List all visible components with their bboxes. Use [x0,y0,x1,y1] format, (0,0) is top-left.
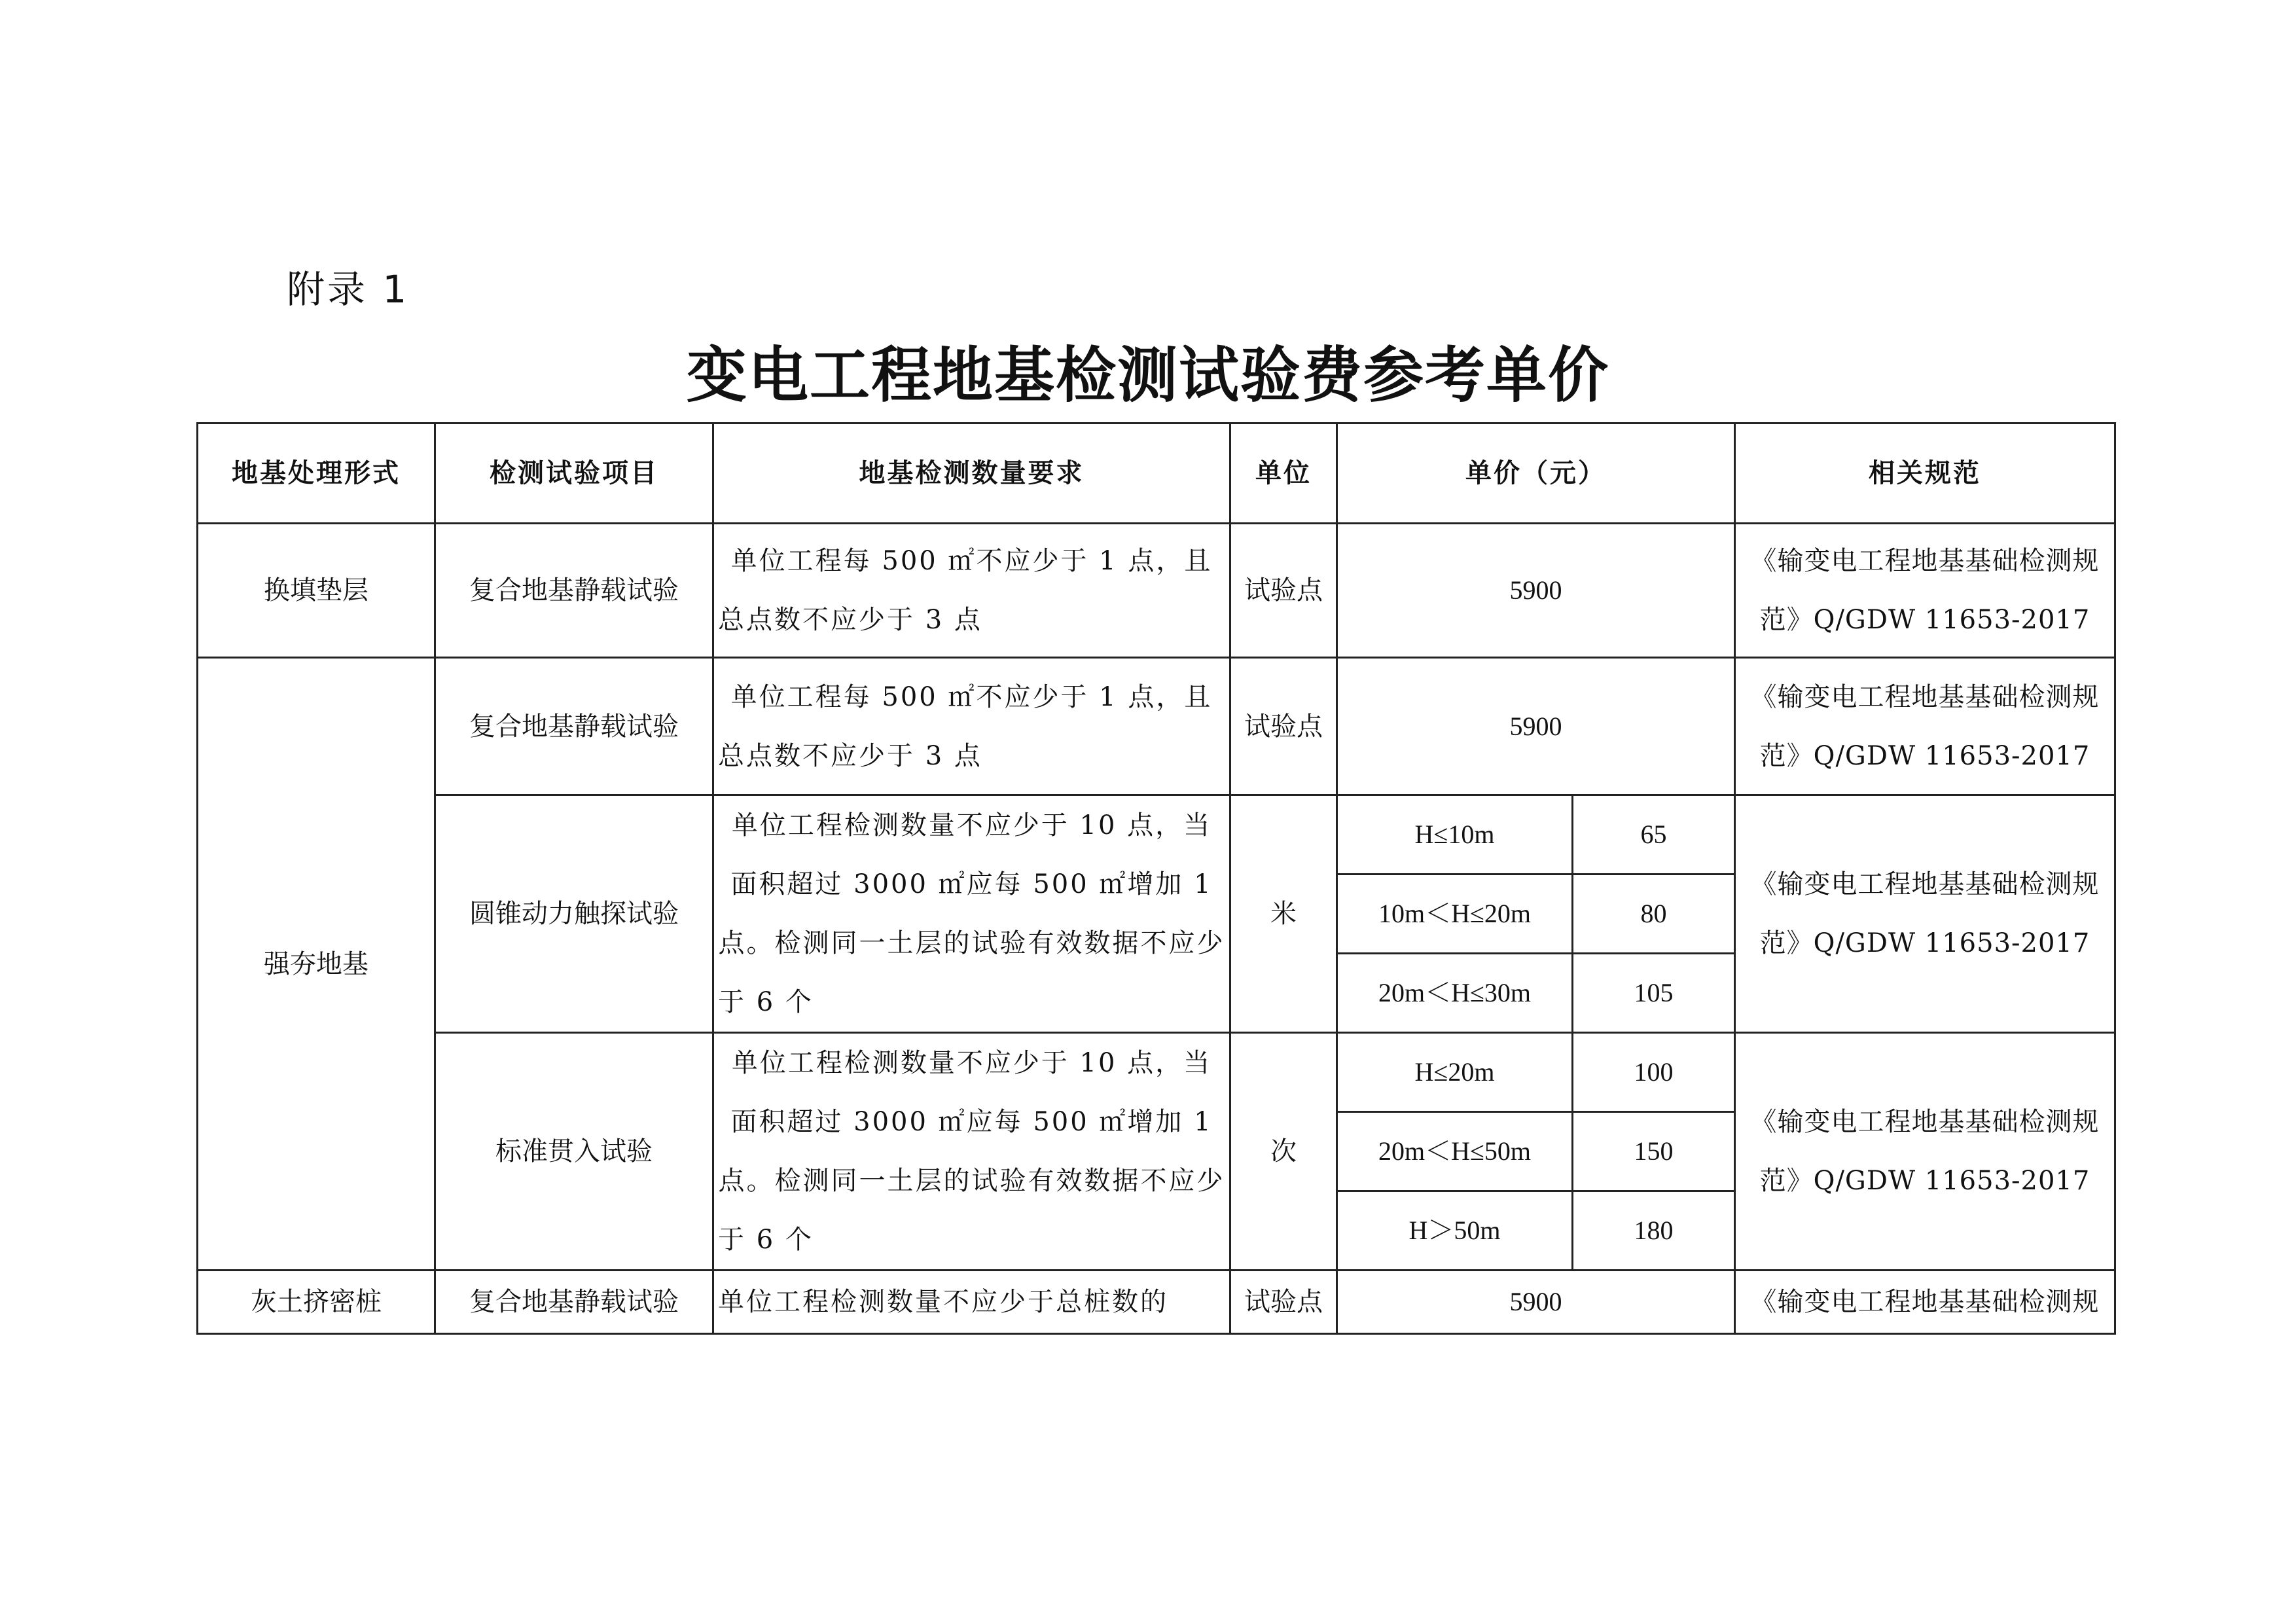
cell-unit: 试验点 [1230,1271,1337,1334]
cell-standard: 《输变电工程地基基础检测规范》Q/GDW 11653-2017 [1735,1033,2115,1271]
cell-depth-range: H＞50m [1337,1191,1573,1271]
table-row [198,1271,2115,1334]
cell-form: 灰土挤密桩 [198,1271,435,1334]
header-price: 单价（元） [1337,424,1735,524]
price-table [196,422,2116,1335]
cell-depth-range: 20m＜H≤30m [1337,954,1573,1033]
cell-item: 复合地基静载试验 [435,524,713,658]
header-form: 地基处理形式 [198,424,435,524]
cell-standard: 《输变电工程地基基础检测规范》Q/GDW 11653-2017 [1735,795,2115,1033]
table-row [198,795,2115,875]
cell-requirement: 单位工程每 500 ㎡不应少于 1 点，且总点数不应少于 3 点 [713,524,1230,658]
cell-price: 5900 [1337,524,1735,658]
cell-tier-price: 180 [1573,1191,1735,1271]
cell-depth-range: 20m＜H≤50m [1337,1112,1573,1191]
cell-requirement: 单位工程检测数量不应少于 10 点，当面积超过 3000 ㎡应每 500 ㎡增加 1 点。检测同一土层的试验有效数据不应少于 6 个 [713,1033,1230,1271]
cell-tier-price: 80 [1573,875,1735,954]
cell-tier-price: 105 [1573,954,1735,1033]
cell-price: 5900 [1337,658,1735,795]
cell-form: 强夯地基 [198,658,435,1271]
appendix-label: 附录 1 [287,267,410,312]
page-title: 变电工程地基检测试验费参考单价 [686,340,1609,410]
cell-item: 标准贯入试验 [435,1033,713,1271]
table-row [198,524,2115,658]
cell-depth-range: H≤20m [1337,1033,1573,1112]
cell-requirement: 单位工程每 500 ㎡不应少于 1 点，且总点数不应少于 3 点 [713,658,1230,795]
cell-requirement: 单位工程检测数量不应少于 10 点，当面积超过 3000 ㎡应每 500 ㎡增加 1 点。检测同一土层的试验有效数据不应少于 6 个 [713,795,1230,1033]
header-standard: 相关规范 [1735,424,2115,524]
cell-standard: 《输变电工程地基基础检测规 [1735,1271,2115,1334]
cell-tier-price: 150 [1573,1112,1735,1191]
cell-price: 5900 [1337,1271,1735,1334]
cell-item: 圆锥动力触探试验 [435,795,713,1033]
cell-item: 复合地基静载试验 [435,658,713,795]
cell-unit: 试验点 [1230,524,1337,658]
table-header-row [198,424,2115,524]
table-row [198,1033,2115,1112]
cell-tier-price: 100 [1573,1033,1735,1112]
header-unit: 单位 [1230,424,1337,524]
header-requirement: 地基检测数量要求 [713,424,1230,524]
cell-item: 复合地基静载试验 [435,1271,713,1334]
cell-depth-range: 10m＜H≤20m [1337,875,1573,954]
cell-form: 换填垫层 [198,524,435,658]
cell-unit: 次 [1230,1033,1337,1271]
cell-standard: 《输变电工程地基基础检测规范》Q/GDW 11653-2017 [1735,658,2115,795]
cell-unit: 米 [1230,795,1337,1033]
cell-tier-price: 65 [1573,795,1735,875]
cell-unit: 试验点 [1230,658,1337,795]
cell-depth-range: H≤10m [1337,795,1573,875]
cell-standard: 《输变电工程地基基础检测规范》Q/GDW 11653-2017 [1735,524,2115,658]
cell-requirement: 单位工程检测数量不应少于总桩数的 [713,1271,1230,1334]
table-row [198,658,2115,795]
header-item: 检测试验项目 [435,424,713,524]
